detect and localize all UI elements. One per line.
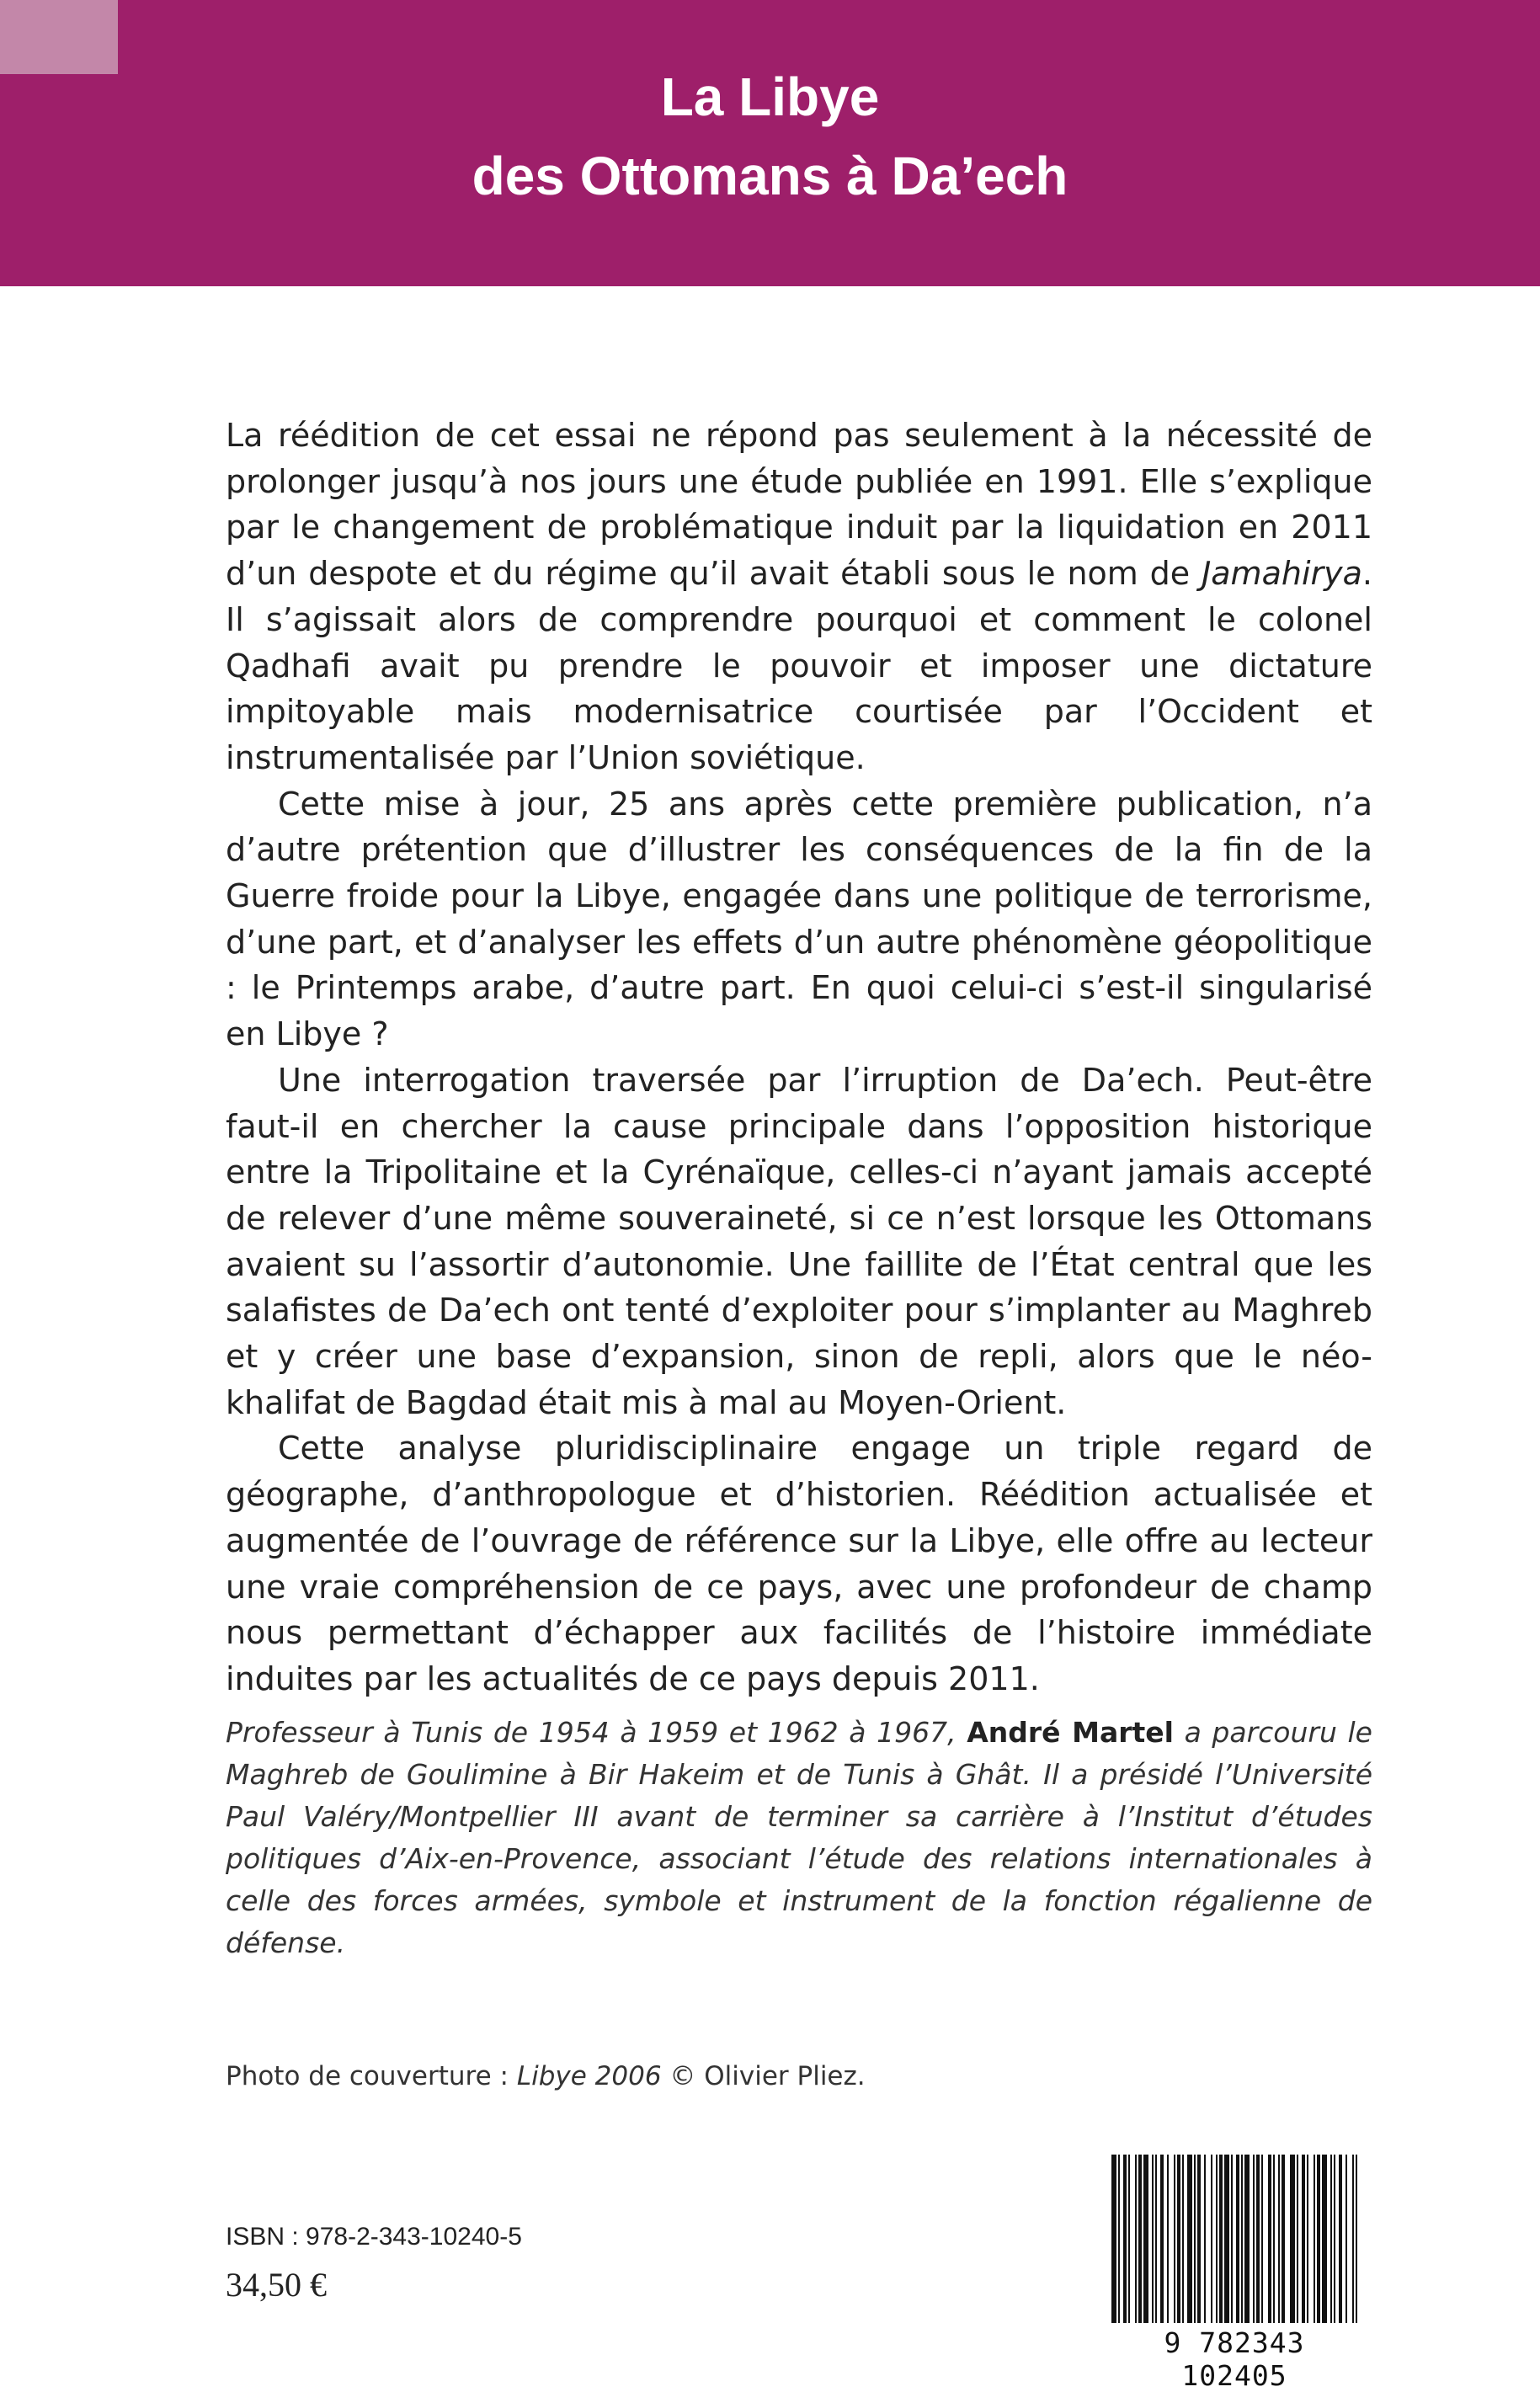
photo-credit (226, 2061, 866, 2091)
barcode-bar (1155, 2155, 1157, 2323)
barcode-bar (1297, 2155, 1298, 2323)
barcode-bar (1118, 2155, 1120, 2323)
author-bio-end: a parcouru le Maghreb de Goulimine à Bir Hakeim et de Tunis à Ghât. Il a présidé l’Université Paul Valéry/Montpellier III avant de terminer sa carrière à l’Institut d’études politiques d’Aix-en-Provence, associant l’étude des relations internationales à celle des forces armées, symbole et instrument de la fonction régalienne de défense. (226, 1716, 1372, 1959)
author-bio-start: Professeur à Tunis de 1954 à 1959 et 1962 à 1967, (226, 1716, 967, 1749)
barcode-bar (1135, 2155, 1137, 2323)
barcode-bar (1167, 2155, 1169, 2323)
price: 34,50 € (226, 2266, 327, 2304)
barcode-bar (1143, 2155, 1148, 2323)
barcode-bars (1103, 2151, 1366, 2328)
blurb-paragraph-1 (226, 413, 1372, 781)
barcode-bar (1322, 2155, 1327, 2323)
blurb (226, 413, 1372, 1702)
barcode-bar (1182, 2155, 1184, 2323)
barcode-bar (1253, 2155, 1255, 2323)
title-line-2: des Ottomans à Da’ech (472, 146, 1068, 206)
barcode-bar (1346, 2155, 1347, 2323)
book-title (0, 57, 1540, 216)
barcode-bar (1138, 2155, 1142, 2323)
barcode-bar (1334, 2155, 1335, 2323)
isbn: ISBN : 978-2-343-10240-5 (226, 2223, 522, 2251)
barcode-bar (1330, 2155, 1332, 2323)
barcode-bar (1356, 2155, 1357, 2323)
barcode-bar (1174, 2155, 1175, 2323)
barcode-bar (1282, 2155, 1285, 2323)
barcode-bar (1211, 2155, 1212, 2323)
barcode-bar (1111, 2155, 1116, 2323)
barcode-bar (1290, 2155, 1295, 2323)
photo-title: Libye 2006 (516, 2061, 662, 2091)
author-name: André Martel (967, 1716, 1174, 1749)
barcode-bar (1261, 2155, 1263, 2323)
blurb-p1-start: La réédition de cet essai ne répond pas seulement à la nécessité de prolonger jusqu’à nos jours une étude publiée en 1991. Elle s’explique par le changement de problématique induit par la liquidation en 2011 d’un despote et du régime qu’il avait établi sous le nom de (226, 417, 1372, 593)
blurb-p1-end: . Il s’agissait alors de comprendre pourquoi et comment le colonel Qadhafi avait pu prendre le pouvoir et imposer une dictature impitoyable mais modernisatrice courtisée par l’Occident et instrumentalisée par l’Union soviétique. (226, 555, 1372, 776)
barcode (1103, 2151, 1366, 2392)
barcode-bar (1268, 2155, 1271, 2323)
barcode-digits: 9 782343 102405 (1164, 2326, 1305, 2392)
barcode-bar (1194, 2155, 1196, 2323)
barcode-bar (1273, 2155, 1275, 2323)
author-bio (226, 1712, 1372, 1964)
barcode-bar (1307, 2155, 1308, 2323)
barcode-bar (1187, 2155, 1192, 2323)
blurb-paragraph-2: Cette mise à jour, 25 ans après cette première publication, n’a d’autre prétention que d’illustrer les conséquences de la fin de la Guerre froide pour la Libye, engagée dans une politique de terrorisme, d’une part, et d’analyser les effets d’un autre phénomène géopolitique : le Printemps arabe, d’autre part. En quoi celui-ci s’est-il singularisé en Libye ? (226, 785, 1372, 1053)
barcode-bar (1128, 2155, 1130, 2323)
barcode-bar (1244, 2155, 1250, 2323)
barcode-bar (1204, 2155, 1206, 2323)
barcode-bar (1197, 2155, 1201, 2323)
barcode-bar (1302, 2155, 1305, 2323)
barcode-bar (1241, 2155, 1243, 2323)
barcode-bar (1314, 2155, 1315, 2323)
barcode-bar (1152, 2155, 1154, 2323)
barcode-bar (1278, 2155, 1280, 2323)
barcode-bar (1160, 2155, 1164, 2323)
barcode-bar (1236, 2155, 1239, 2323)
barcode-bar (1123, 2155, 1127, 2323)
barcode-bar (1339, 2155, 1342, 2323)
barcode-bar (1219, 2155, 1223, 2323)
blurb-paragraph-3: Une interrogation traversée par l’irruption de Da’ech. Peut-être faut-il en chercher la cause principale dans l’opposition historique entre la Tripolitaine et la Cyrénaïque, celles-ci n’ayant jamais accepté de relever d’une même souveraineté, si ce n’est lorsque les Ottomans avaient su l’assortir d’autonomie. Une faillite de l’État central que les salafistes de Da’ech ont tenté d’exploiter pour s’implanter au Maghreb et y créer une base d’expansion, sinon de repli, alors que le néo-khalifat de Bagdad était mis à mal au Moyen-Orient. (226, 1061, 1372, 1421)
barcode-bar (1317, 2155, 1320, 2323)
photo-credit-label: Photo de couverture : (226, 2061, 517, 2091)
blurb-paragraph-4: Cette analyse pluridisciplinaire engage un triple regard de géographe, d’anthropologue et d’historien. Réédition actualisée et augmentée de l’ouvrage de référence sur la Libye, elle offre au lecteur une vraie compréhension de ce pays, avec une profondeur de champ nous permettant d’échapper aux facilités de l’histoire immédiate induites par les actualités de ce pays depuis 2011. (226, 1430, 1372, 1697)
barcode-bar (1352, 2155, 1354, 2323)
photo-credit-rest: © Olivier Pliez. (661, 2061, 866, 2091)
barcode-bar (1231, 2155, 1233, 2323)
title-line-1: La Libye (660, 67, 880, 127)
barcode-bar (1216, 2155, 1218, 2323)
barcode-bar (1177, 2155, 1180, 2323)
barcode-bar (1224, 2155, 1229, 2323)
barcode-bar (1256, 2155, 1260, 2323)
jamahirya-term: Jamahirya (1202, 555, 1362, 593)
